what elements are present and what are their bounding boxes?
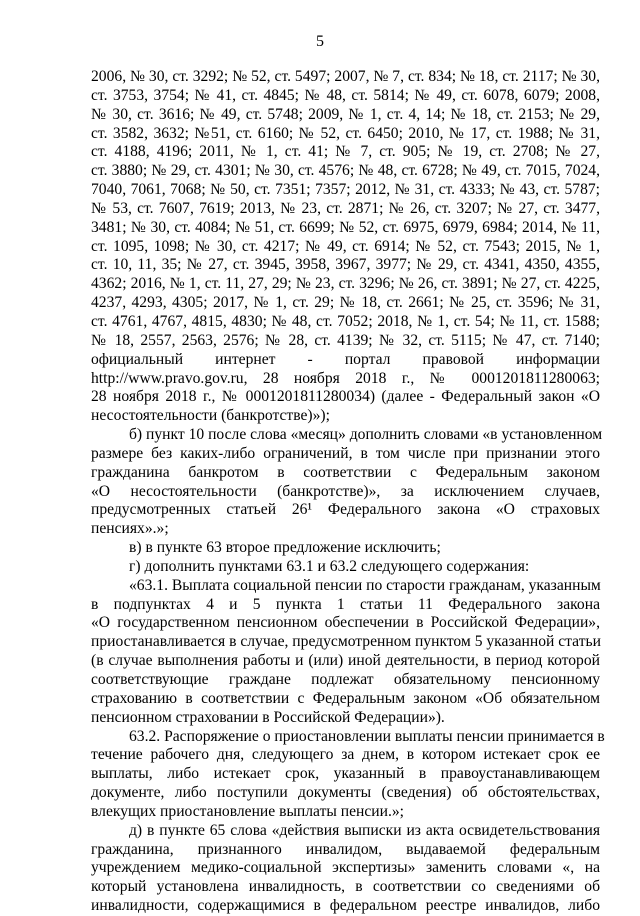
text-line: 3481; № 30, ст. 4084; № 51, ст. 6699; № 52, ст. 6975, 6979, 6984; 2014, № 11, bbox=[91, 218, 600, 236]
text-line: № 30, ст. 3616; № 49, ст. 5748; 2009, № 1, ст. 4, 14; № 18, ст. 2153; № 29, bbox=[91, 105, 600, 123]
text-line: документе, либо поступили документы (сведения) об обстоятельствах, bbox=[91, 784, 600, 802]
text-line: предусмотренных статьей 26¹ Федерального закона «О страховых bbox=[91, 501, 600, 519]
text-line: «63.1. Выплата социальной пенсии по старости гражданам, указанным bbox=[129, 576, 601, 594]
text-line: гражданина, признанного инвалидом, выдаваемой федеральным bbox=[91, 840, 600, 858]
text-line: ст. 1095, 1098; № 30, ст. 4217; № 49, ст. 6914; № 52, ст. 7543; 2015, № 1, bbox=[91, 237, 600, 255]
text-line: в) в пункте 63 второе предложение исключить; bbox=[129, 539, 441, 557]
text-line: 4237, 4293, 4305; 2017, № 1, ст. 29; № 18, ст. 2661; № 25, ст. 3596; № 31, bbox=[91, 294, 600, 312]
text-line: учреждением медико-социальной экспертизы» заменить словами «, на bbox=[91, 859, 600, 877]
text-line: 4362; 2016, № 1, ст. 11, 27, 29; № 23, ст. 3296; № 26, ст. 3891; № 27, ст. 4225, bbox=[91, 275, 600, 293]
text-line: который установлена инвалидность, в соответствии со сведениями об bbox=[91, 878, 600, 896]
text-line: пенсионном страховании в Российской Федерации»). bbox=[91, 708, 445, 726]
text-line: пенсиях».»; bbox=[91, 520, 169, 538]
text-line: «О несостоятельности (банкротстве)», за исключением случаев, bbox=[91, 482, 600, 500]
text-line: г) дополнить пунктами 63.1 и 63.2 следующего содержания: bbox=[129, 557, 530, 575]
text-line: 2006, № 30, ст. 3292; № 52, ст. 5497; 2007, № 7, ст. 834; № 18, ст. 2117; № 30, bbox=[91, 68, 600, 85]
page-number: 5 bbox=[316, 33, 324, 50]
text-line: № 53, ст. 7607, 7619; 2013, № 23, ст. 2871; № 26, ст. 3207; № 27, ст. 3477, bbox=[91, 199, 600, 217]
text-line: № 18, 2557, 2563, 2576; № 28, ст. 4139; № 32, ст. 5115; № 47, ст. 7140; bbox=[91, 331, 600, 349]
text-line: 7040, 7061, 7068; № 50, ст. 7351; 7357; 2012, № 31, ст. 4333; № 43, ст. 5787; bbox=[91, 181, 600, 199]
text-line: приостанавливается в случае, предусмотренном пунктом 5 указанной статьи bbox=[91, 633, 601, 651]
document-body bbox=[91, 68, 605, 916]
text-line: размере без каких-либо ограничений, в том числе при признании этого bbox=[91, 444, 600, 462]
text-line: влекущих приостановление выплаты пенсии.»; bbox=[91, 802, 405, 820]
text-line: ст. 3582, 3632; №51, ст. 6160; № 52, ст. 6450; 2010, № 17, ст. 1988; № 31, bbox=[91, 124, 600, 142]
text-line: «О государственном пенсионном обеспечении в Российской Федерации», bbox=[91, 614, 600, 632]
text-line: 63.2. Распоряжение о приостановлении выплаты пенсии принимается в bbox=[129, 727, 605, 745]
text-line: несостоятельности (банкротстве)»); bbox=[91, 407, 330, 425]
text-line: в подпунктах 4 и 5 пункта 1 статьи 11 Федерального закона bbox=[91, 595, 600, 613]
text-line: (в случае выполнения работы и (или) иной деятельности, в период которой bbox=[91, 652, 600, 670]
text-line: б) пункт 10 после слова «месяц» дополнить словами «в установленном bbox=[129, 426, 603, 444]
text-line: д) в пункте 65 слова «действия выписки из акта освидетельствования bbox=[129, 821, 600, 839]
text-line: ст. 4188, 4196; 2011, № 1, ст. 41; № 7, ст. 905; № 19, ст. 2708; № 27, bbox=[91, 143, 600, 161]
text-line: ст. 4761, 4767, 4815, 4830; № 48, ст. 7052; 2018, № 1, ст. 54; № 11, ст. 1588; bbox=[91, 312, 600, 330]
text-line: ст. 3880; № 29, ст. 4301; № 30, ст. 4576; № 48, ст. 6728; № 49, ст. 7015, 7024, bbox=[91, 162, 600, 180]
text-line: течение рабочего дня, следующего за днем, в котором истекает срок ее bbox=[91, 746, 600, 764]
text-line: страхованию в соответствии с Федеральным законом «Об обязательном bbox=[91, 689, 600, 707]
text-line: инвалидности, содержащимися в федеральном реестре инвалидов, либо bbox=[91, 897, 600, 915]
text-line: гражданина банкротом в соответствии с Федеральным законом bbox=[91, 463, 600, 481]
text-line: ст. 3753, 3754; № 41, ст. 4845; № 48, ст. 5814; № 49, ст. 6078, 6079; 2008, bbox=[91, 86, 600, 104]
text-line: 28 ноября 2018 г., № 0001201811280034) (далее - Федеральный закон «О bbox=[91, 388, 600, 406]
text-line: http://www.pravo.gov.ru, 28 ноября 2018 г., № 0001201811280063; bbox=[91, 369, 600, 387]
text-line: соответствующие граждане подлежат обязательному пенсионному bbox=[91, 671, 600, 688]
text-line: выплаты, либо истекает срок, указанный в правоустанавливающем bbox=[91, 765, 600, 783]
text-line: официальный интернет - портал правовой информации bbox=[91, 350, 600, 368]
text-line: ст. 10, 11, 35; № 27, ст. 3945, 3958, 3967, 3977; № 29, ст. 4341, 4350, 4355, bbox=[91, 256, 600, 274]
